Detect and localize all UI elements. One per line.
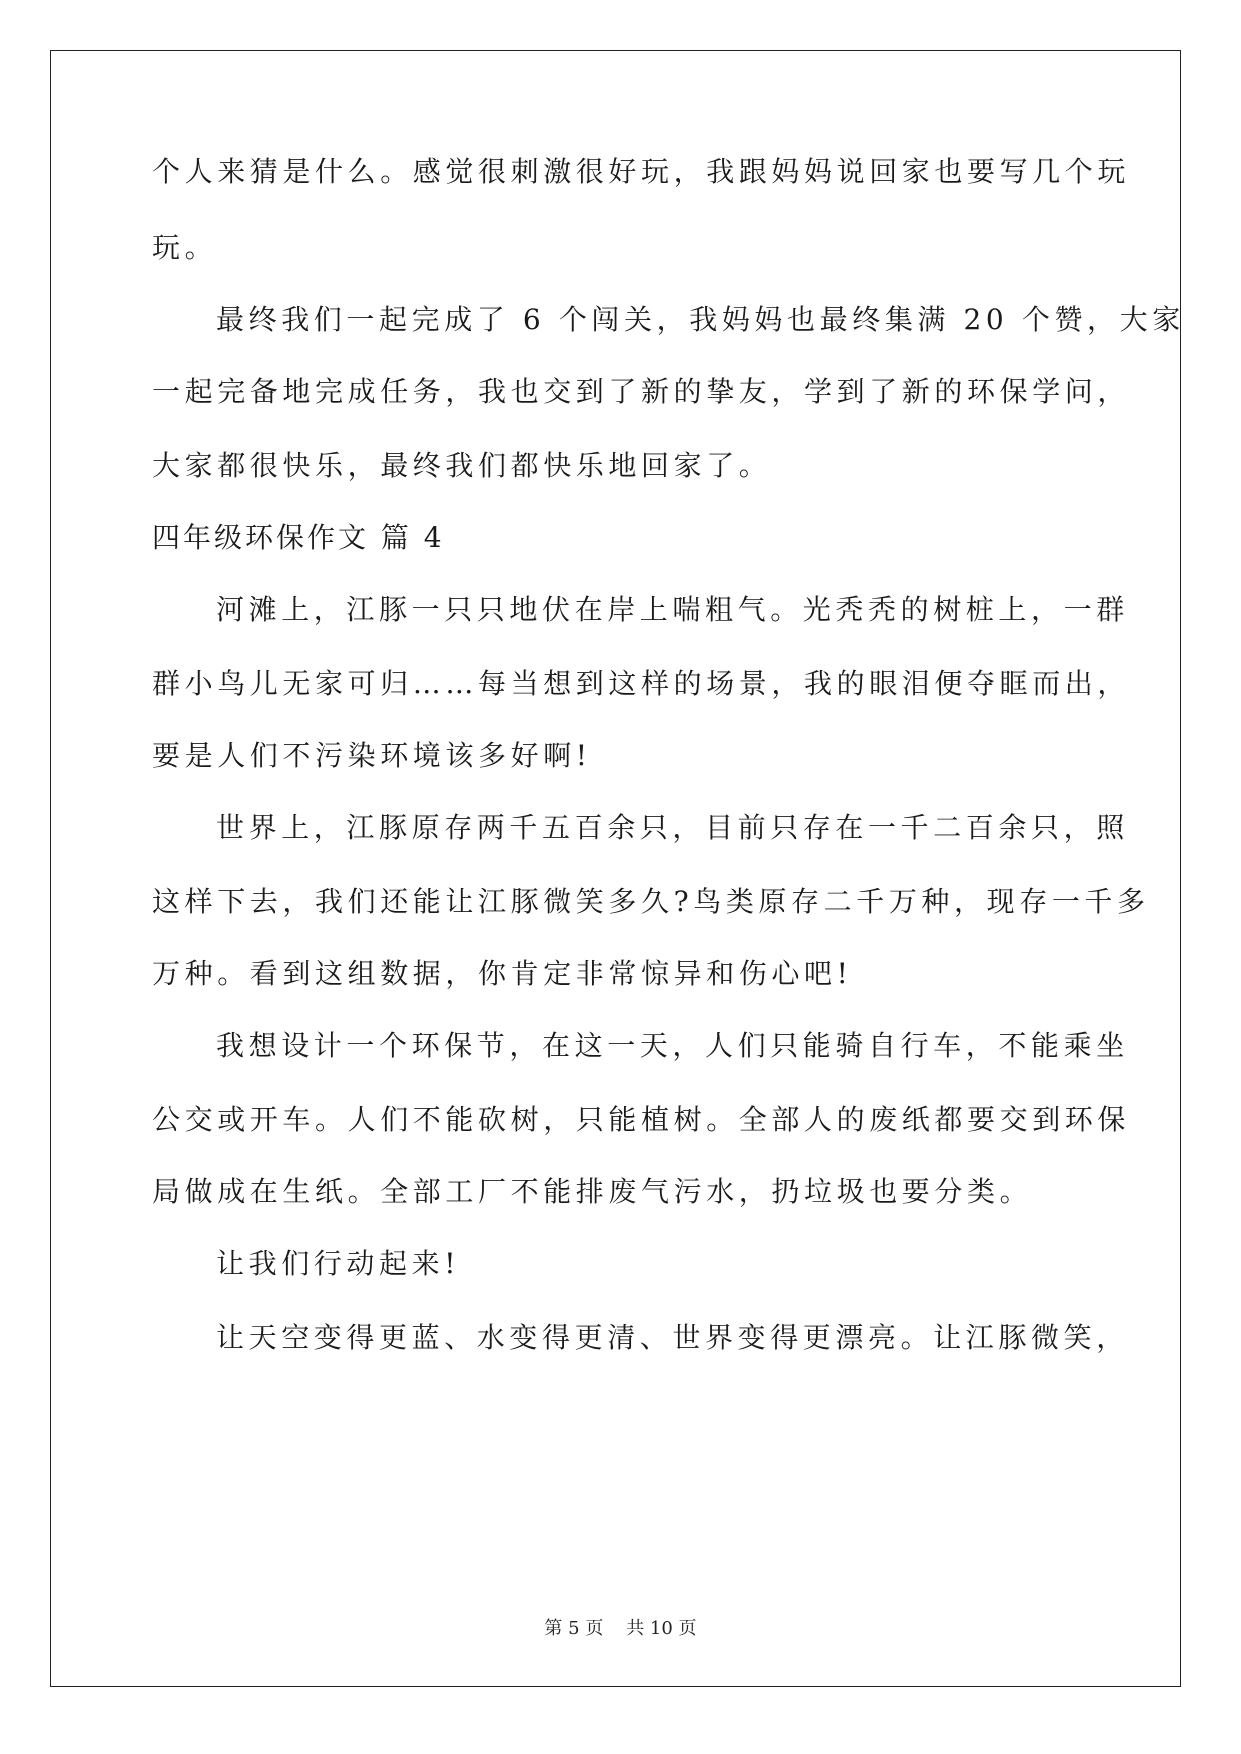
paragraph-line: 公交或开车。人们不能砍树，只能植树。全部人的废纸都要交到环保 <box>152 1103 1131 1136</box>
paragraph-line: 万种。看到这组数据，你肯定非常惊异和伤心吧! <box>152 957 853 990</box>
paragraph-line: 玩。 <box>152 231 218 264</box>
paragraph-line: 个人来猜是什么。感觉很刺激很好玩，我跟妈妈说回家也要写几个玩 <box>152 155 1131 188</box>
paragraph-line: 河滩上，江豚一只只地伏在岸上喘粗气。光秃秃的树桩上，一群 <box>216 593 1129 626</box>
paragraph-line: 世界上，江豚原存两千五百余只，目前只存在一千二百余只，照 <box>216 811 1129 844</box>
section-heading: 四年级环保作文 篇 4 <box>152 521 445 554</box>
paragraph-line: 让我们行动起来! <box>216 1247 461 1280</box>
paragraph-line: 一起完备地完成任务，我也交到了新的挚友，学到了新的环保学问， <box>152 375 1131 408</box>
paragraph-line: 我想设计一个环保节，在这一天，人们只能骑自行车，不能乘坐 <box>216 1029 1129 1062</box>
paragraph-line: 局做成在生纸。全部工厂不能排废气污水，扔垃圾也要分类。 <box>152 1175 1033 1208</box>
paragraph-line: 这样下去，我们还能让江豚微笑多久?鸟类原存二千万种，现存一千多 <box>152 885 1150 918</box>
paragraph-line: 群小鸟儿无家可归……每当想到这样的场景，我的眼泪便夺眶而出， <box>152 667 1131 700</box>
paragraph-line: 最终我们一起完成了 6 个闯关，我妈妈也最终集满 20 个赞，大家 <box>216 303 1185 336</box>
paragraph-line: 大家都很快乐，最终我们都快乐地回家了。 <box>152 449 772 482</box>
paragraph-line: 要是人们不污染环境该多好啊! <box>152 739 592 772</box>
page-number-footer: 第 5 页 共 10 页 <box>544 1618 697 1639</box>
paragraph-line: 让天空变得更蓝、水变得更清、世界变得更漂亮。让江豚微笑， <box>216 1321 1129 1354</box>
page-border <box>50 50 1181 1687</box>
